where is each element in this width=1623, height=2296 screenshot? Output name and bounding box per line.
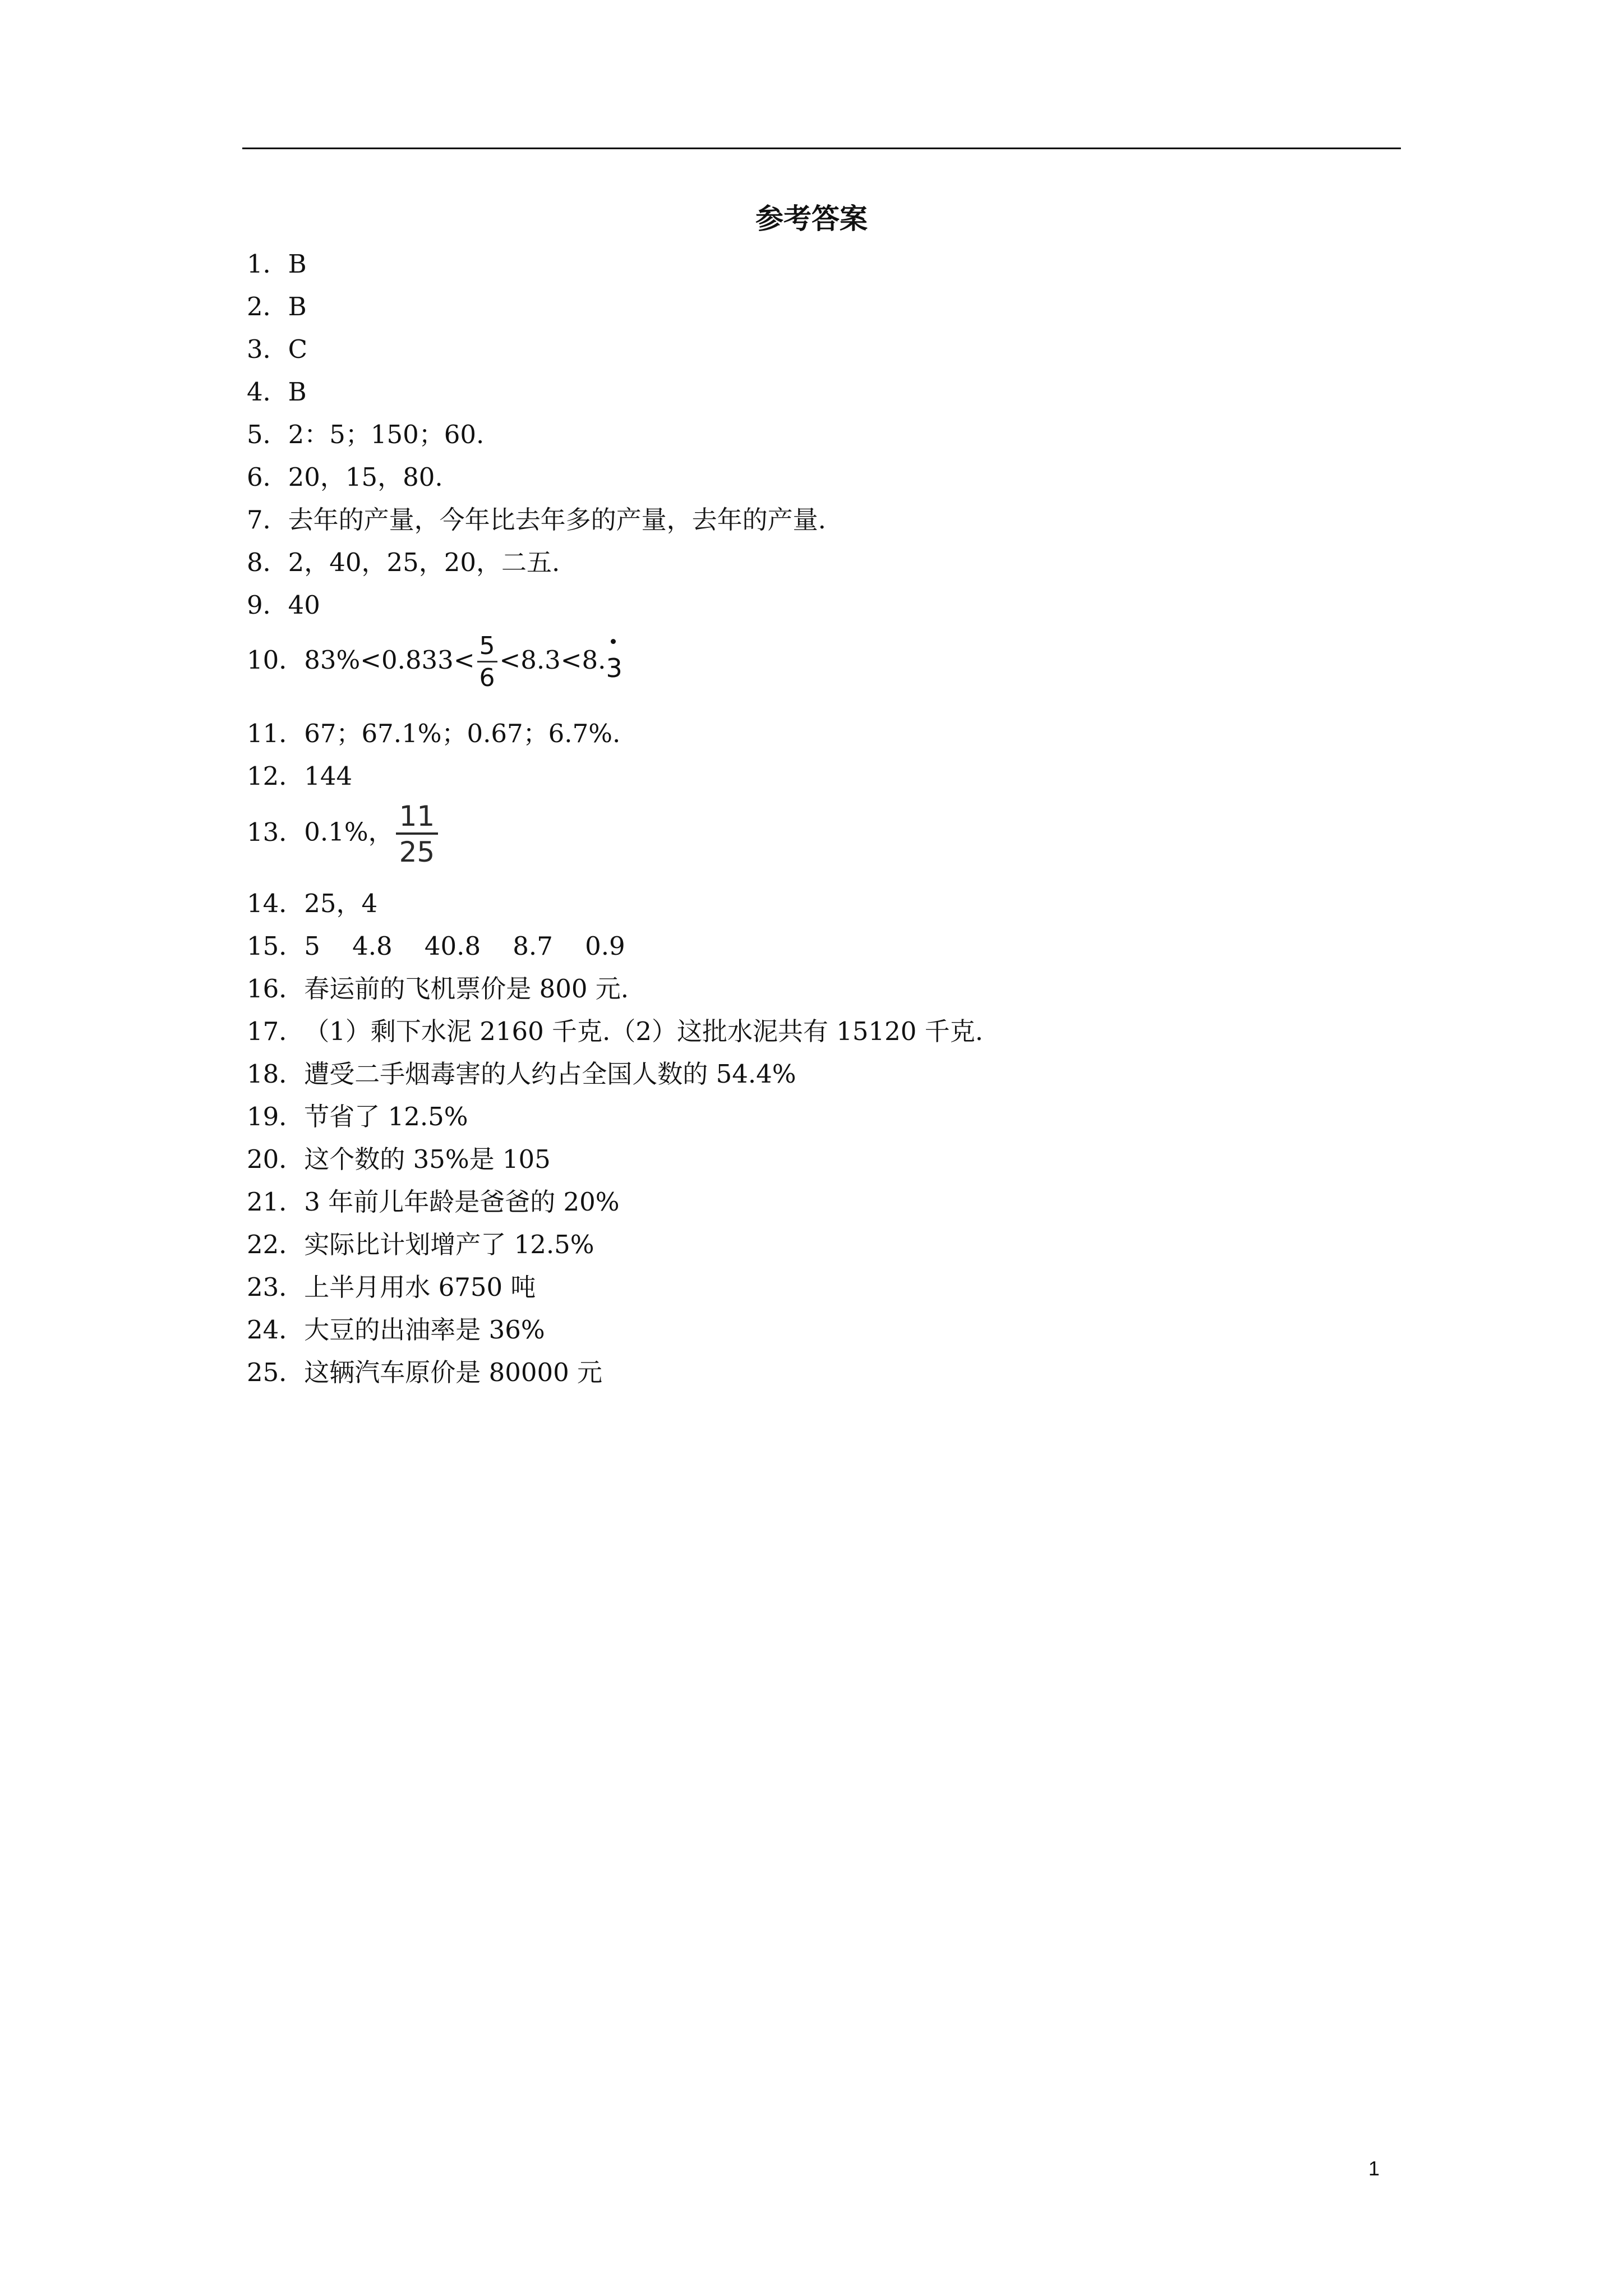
answer-text: B <box>288 249 307 279</box>
answer-item-20 <box>247 1143 551 1176</box>
answer-number: 16． <box>247 974 305 1004</box>
answer-text: 67；67.1%；0.67；6.7%. <box>304 719 621 748</box>
answer-item-7 <box>247 503 826 537</box>
answer-item-4 <box>247 375 307 409</box>
answer-item-21 <box>247 1185 620 1219</box>
answer-text: 这个数的 35%是 105 <box>304 1144 551 1174</box>
answer-item-11 <box>247 717 620 751</box>
answer-item-5 <box>247 418 484 452</box>
fraction-denominator: 25 <box>399 836 435 868</box>
answer-item-15 <box>247 930 625 963</box>
answer-text: 这辆汽车原价是 80000 元 <box>304 1358 603 1387</box>
answer-text-before: 0.1%， <box>304 817 394 847</box>
answer-number: 3． <box>247 334 288 364</box>
answer-item-2 <box>247 290 307 324</box>
page-title: 参考答案 <box>755 202 868 235</box>
answer-number: 2． <box>247 292 288 321</box>
answer-number: 19． <box>247 1102 305 1131</box>
answer-number: 8． <box>247 547 288 577</box>
answer-number: 10． <box>247 645 305 675</box>
page-number: 1 <box>1368 2157 1380 2180</box>
repeating-decimal <box>606 640 622 685</box>
answer-number: 5． <box>247 420 288 449</box>
answer-number: 23． <box>247 1272 305 1302</box>
answer-text: 春运前的飞机票价是 800 元. <box>304 974 629 1004</box>
answer-text: 实际比计划增产了 12.5% <box>304 1230 594 1259</box>
answer-number: 13． <box>247 817 305 847</box>
answer-number: 4． <box>247 377 288 407</box>
repeating-dot-icon <box>611 639 616 644</box>
answer-item-6 <box>247 461 443 494</box>
answer-item-22 <box>247 1228 594 1262</box>
answer-number: 22． <box>247 1230 305 1259</box>
answer-item-3 <box>247 333 307 366</box>
answer-text: C <box>288 334 308 364</box>
repeating-digit: 3 <box>606 652 623 683</box>
answer-item-18 <box>247 1057 796 1091</box>
answer-item-14 <box>247 887 377 921</box>
answer-item-19 <box>247 1100 468 1134</box>
answer-item-10 <box>247 634 623 691</box>
answer-text: 5 4.8 40.8 8.7 0.9 <box>304 931 625 961</box>
answer-number: 21． <box>247 1187 305 1217</box>
answer-item-16 <box>247 972 629 1006</box>
answer-text: B <box>288 377 307 407</box>
answer-text: 3 年前儿年龄是爸爸的 20% <box>304 1187 620 1217</box>
answer-number: 15． <box>247 931 305 961</box>
answer-text: 去年的产量，今年比去年多的产量，去年的产量. <box>288 505 826 535</box>
answer-item-9 <box>247 588 320 622</box>
fraction <box>477 634 497 691</box>
answer-item-8 <box>247 546 560 579</box>
answer-number: 1． <box>247 249 288 279</box>
answer-number: 6． <box>247 462 288 492</box>
answer-number: 14． <box>247 889 305 918</box>
fraction <box>396 802 439 866</box>
answer-text: 2：5；150；60. <box>288 420 485 449</box>
answer-number: 20． <box>247 1144 305 1174</box>
answer-item-25 <box>247 1356 602 1389</box>
answer-item-1 <box>247 247 307 281</box>
answer-text: 节省了 12.5% <box>304 1102 468 1131</box>
fraction-numerator: 5 <box>479 632 495 660</box>
answer-text: 大豆的出油率是 36% <box>304 1315 545 1345</box>
fraction-denominator: 6 <box>479 664 495 692</box>
header-rule <box>242 148 1401 149</box>
answer-number: 18． <box>247 1059 305 1089</box>
answer-number: 7． <box>247 505 288 535</box>
answer-item-24 <box>247 1313 545 1347</box>
answer-text: （1）剩下水泥 2160 千克.（2）这批水泥共有 15120 千克. <box>304 1016 984 1046</box>
answer-item-13 <box>247 802 440 866</box>
fraction-numerator: 11 <box>399 800 435 832</box>
answer-number: 17． <box>247 1016 305 1046</box>
answer-number: 24． <box>247 1315 305 1345</box>
answer-text: 40 <box>288 590 320 620</box>
answer-text: 144 <box>304 761 353 791</box>
answer-item-17 <box>247 1015 983 1048</box>
answer-number: 11． <box>247 719 305 748</box>
answer-number: 9． <box>247 590 288 620</box>
answer-number: 12． <box>247 761 305 791</box>
answer-number: 25． <box>247 1358 305 1387</box>
answer-text: 20，15，80. <box>288 462 443 492</box>
answer-text: 遭受二手烟毒害的人约占全国人数的 54.4% <box>304 1059 796 1089</box>
answer-text: B <box>288 292 307 321</box>
answer-text: 25，4 <box>304 889 378 918</box>
answer-item-23 <box>247 1271 536 1304</box>
answer-text-after: <8.3<8. <box>499 645 606 675</box>
answer-text-before: 83%<0.833< <box>304 645 475 675</box>
answer-item-12 <box>247 760 352 793</box>
answer-text: 上半月用水 6750 吨 <box>304 1272 536 1302</box>
answer-text: 2，40，25，20，二五. <box>288 547 560 577</box>
